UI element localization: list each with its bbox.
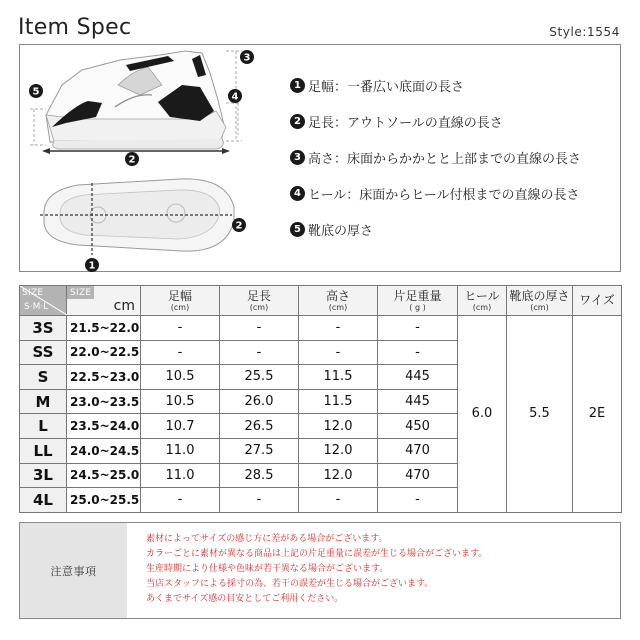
- header-width: 足幅 (cm): [141, 286, 220, 316]
- marker-1: [85, 258, 99, 272]
- weight-cell: -: [378, 340, 458, 365]
- number-badge: 1: [290, 78, 305, 93]
- header-wise: ワイズ: [573, 286, 622, 316]
- height-cell: 11.5: [299, 389, 378, 414]
- definition-text: 高さ：床面からかかとと上部までの直線の長さ: [308, 151, 582, 167]
- definition-text: ヒール：床面からヒール付根までの直線の長さ: [308, 187, 580, 203]
- range-cell: 23.5~24.0: [67, 414, 141, 439]
- range-cell: 24.5~25.0: [67, 463, 141, 488]
- weight-cell: 470: [378, 438, 458, 463]
- size-cell: 3L: [20, 463, 67, 488]
- svg-text:2: 2: [235, 220, 243, 232]
- size-table: [19, 285, 622, 513]
- header-size-corner: [20, 286, 67, 316]
- table-row: [20, 316, 622, 341]
- width-cell: -: [141, 316, 220, 341]
- range-cell: 25.0~25.5: [67, 488, 141, 513]
- length-cell: 27.5: [220, 438, 299, 463]
- marker-5: [29, 84, 43, 98]
- length-cell: 26.5: [220, 414, 299, 439]
- number-badge: 5: [290, 222, 305, 237]
- height-cell: 12.0: [299, 414, 378, 439]
- marker-3: [240, 50, 254, 64]
- note-line: カラーごとに素材が異なる商品は上記の片足重量に誤差が生じる場合がございます。: [146, 549, 488, 559]
- weight-cell: -: [378, 488, 458, 513]
- svg-text:4: 4: [231, 91, 239, 103]
- note-line: 当店スタッフによる採寸の為、若干の誤差が生じる場合がございます。: [146, 579, 434, 589]
- width-cell: -: [141, 340, 220, 365]
- width-cell: 11.0: [141, 438, 220, 463]
- svg-text:3: 3: [243, 52, 251, 64]
- sneaker-side-icon: [46, 51, 226, 149]
- svg-text:5: 5: [32, 86, 40, 98]
- note-line: 生産時期により仕様や色味が若干異なる場合がございます。: [146, 564, 389, 574]
- size-cell: SS: [20, 340, 67, 365]
- header-heel: ヒール (cm): [458, 286, 507, 316]
- page-title: Item Spec: [18, 15, 132, 40]
- definition-width: [290, 75, 464, 95]
- size-cell: L: [20, 414, 67, 439]
- svg-text:2: 2: [128, 154, 136, 166]
- weight-cell: 470: [378, 463, 458, 488]
- range-cell: 22.0~22.5: [67, 340, 141, 365]
- definition-sole: [290, 219, 373, 239]
- marker-4: [228, 89, 242, 103]
- range-cell: 23.0~23.5: [67, 389, 141, 414]
- length-cell: -: [220, 488, 299, 513]
- corner-sml-label: S·M·L: [24, 302, 49, 312]
- size-cell: LL: [20, 438, 67, 463]
- wise-cell: 2E: [573, 316, 622, 513]
- height-cell: -: [299, 488, 378, 513]
- range-cell: 24.0~24.5: [67, 438, 141, 463]
- width-cell: 10.5: [141, 389, 220, 414]
- width-cell: 11.0: [141, 463, 220, 488]
- note-line: 素材によってサイズの感じ方に差がある場合がございます。: [146, 534, 388, 544]
- length-cell: -: [220, 340, 299, 365]
- header-size-range: [67, 286, 141, 316]
- range-cell: 21.5~22.0: [67, 316, 141, 341]
- width-cell: 10.7: [141, 414, 220, 439]
- number-badge: 4: [290, 186, 305, 201]
- sole-cell: 5.5: [507, 316, 573, 513]
- header-weight: 片足重量 ( g ): [378, 286, 458, 316]
- size-cell: 4L: [20, 488, 67, 513]
- marker-2-sole: [232, 218, 246, 232]
- header-length: 足長 (cm): [220, 286, 299, 316]
- header-height: 高さ (cm): [299, 286, 378, 316]
- number-badge: 3: [290, 150, 305, 165]
- notes-list: [127, 523, 620, 618]
- number-badge: 2: [290, 114, 305, 129]
- weight-cell: -: [378, 316, 458, 341]
- width-cell: -: [141, 488, 220, 513]
- heel-cell: 6.0: [458, 316, 507, 513]
- length-cell: -: [220, 316, 299, 341]
- range-cell: 22.5~23.0: [67, 365, 141, 390]
- height-cell: 11.5: [299, 365, 378, 390]
- height-cell: 12.0: [299, 438, 378, 463]
- spec-diagram-panel: [19, 44, 621, 272]
- note-line: あくまでサイズ感の目安としてご利用ください。: [146, 594, 344, 604]
- notes-label: 注意事項: [20, 523, 127, 618]
- weight-cell: 445: [378, 389, 458, 414]
- weight-cell: 445: [378, 365, 458, 390]
- measurement-illustration: [20, 45, 290, 273]
- definition-text: 足幅：一番広い底面の長さ: [308, 79, 465, 95]
- length-cell: 26.0: [220, 389, 299, 414]
- range-unit: cm: [113, 298, 135, 314]
- style-code: Style:1554: [549, 25, 620, 39]
- table-header-row: [20, 286, 622, 316]
- size-cell: 3S: [20, 316, 67, 341]
- corner-size-label: SIZE: [22, 288, 44, 298]
- marker-2-side: [125, 152, 139, 166]
- header-sole: 靴底の厚さ (cm): [507, 286, 573, 316]
- definition-height: [290, 147, 581, 167]
- width-cell: 10.5: [141, 365, 220, 390]
- definition-heel: [290, 183, 579, 203]
- range-size-label: SIZE: [67, 286, 94, 299]
- weight-cell: 450: [378, 414, 458, 439]
- length-cell: 28.5: [220, 463, 299, 488]
- svg-text:1: 1: [88, 260, 96, 272]
- length-cell: 25.5: [220, 365, 299, 390]
- definition-text: 靴底の厚さ: [308, 223, 374, 239]
- height-cell: -: [299, 340, 378, 365]
- height-cell: 12.0: [299, 463, 378, 488]
- height-cell: -: [299, 316, 378, 341]
- notes-panel: [19, 522, 621, 619]
- definition-length: [290, 111, 503, 131]
- definition-text: 足長：アウトソールの直線の長さ: [308, 115, 503, 131]
- size-cell: M: [20, 389, 67, 414]
- size-cell: S: [20, 365, 67, 390]
